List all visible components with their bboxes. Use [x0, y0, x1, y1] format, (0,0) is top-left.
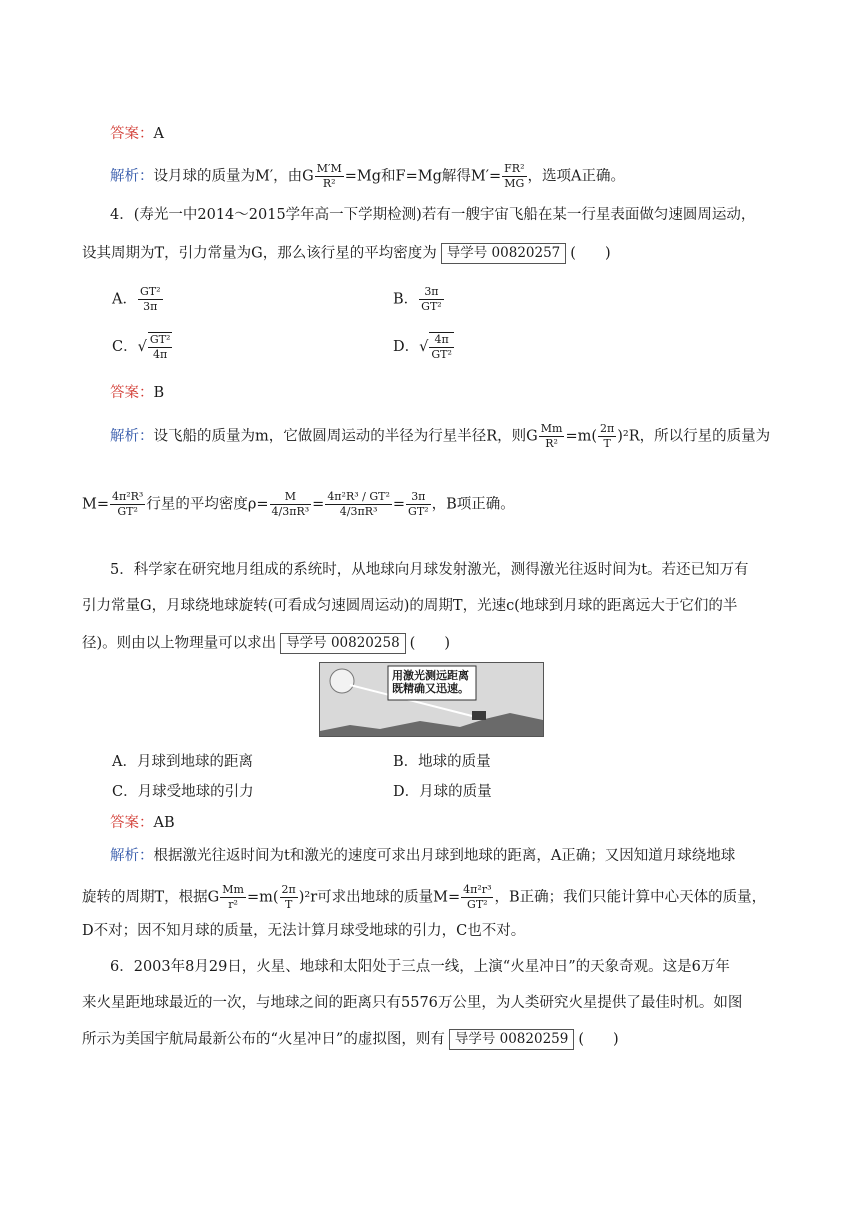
analysis-text: = — [312, 496, 325, 513]
fraction: $\frac{\text{FR²}}{MG}$ — [504, 162, 525, 190]
q4-stem-line1: 4．(寿光一中2014～2015学年高一下学期检测)若有一艘宇宙飞船在某一行星表面做匀速圆周运动， — [110, 207, 756, 223]
q3-analysis — [110, 162, 625, 191]
q5-option-b: B．地球的质量 — [393, 754, 491, 770]
sqrt-sign: √ — [419, 339, 429, 355]
analysis-text: )²R，所以行星的质量为 — [617, 428, 771, 445]
option-label: B． — [393, 291, 419, 308]
fraction: $\frac{\text{GT²}}{4\pi}$ — [149, 333, 171, 361]
laser-moon-illustration — [319, 662, 544, 737]
fraction: $\frac{2\pi}{T}$ — [600, 422, 615, 450]
q6-stem-line3 — [82, 1029, 619, 1050]
analysis-text: 根据激光往返时间为t和激光的速度可求出月球到地球的距离，A正确；又因知道月球绕地球 — [153, 848, 736, 864]
analysis-text: 设飞船的质量为m，它做圆周运动的半径为行星半径R，则G — [153, 428, 538, 445]
fraction: $\frac{\text{4π²r³}}{\text{GT²}}$ — [463, 883, 492, 911]
fraction: $\frac{\text{GT²}}{3\pi}$ — [139, 285, 161, 313]
answer-paren: ( ) — [578, 1031, 619, 1048]
stem-text: 设其周期为T，引力常量为G，那么该行星的平均密度为 — [82, 245, 437, 262]
analysis-text: 行星的平均密度ρ= — [146, 496, 269, 513]
q5-stem-line2: 引力常量G，月球绕地球旋转(可看成匀速圆周运动)的周期T，光速c(地球到月球的距离远大于它们的半 — [82, 598, 738, 614]
answer-value: AB — [153, 815, 175, 831]
answer-label: 答案： — [110, 126, 154, 142]
fraction: $\frac{M}{\text{4/3πR³}}$ — [271, 490, 310, 518]
fraction: $\frac{3\pi}{\text{GT²}}$ — [408, 490, 429, 518]
fraction: $\frac{3\pi}{\text{GT²}}$ — [421, 285, 442, 313]
q4-analysis-line1 — [110, 422, 770, 451]
answer-value: A — [153, 126, 164, 142]
answer-paren: ( ) — [570, 245, 611, 262]
q4-option-b — [393, 285, 445, 314]
daohao-box: 导学号 00820259 — [449, 1029, 575, 1050]
q4-answer — [110, 383, 164, 403]
analysis-text: )²r可求出地球的质量M= — [298, 889, 461, 906]
q3-answer — [110, 124, 164, 144]
speech-bubble-text: 用激光测远距离既精确又迅速。 — [392, 669, 469, 695]
analysis-label: 解析： — [110, 428, 154, 445]
analysis-text: ，B正确；我们只能计算中心天体的质量， — [494, 889, 767, 906]
stem-text: 径)。则由以上物理量可以求出 — [82, 635, 277, 652]
q5-analysis-line1 — [110, 846, 735, 866]
q4-analysis-line2 — [82, 490, 515, 519]
analysis-text: =m( — [246, 889, 279, 906]
q5-option-d: D．月球的质量 — [393, 784, 492, 800]
answer-value: B — [153, 385, 165, 401]
analysis-text: =Mg和F=Mg解得M′= — [344, 168, 502, 185]
q4-option-d — [393, 332, 455, 362]
analysis-text: ，B项正确。 — [431, 496, 515, 513]
q5-stem-line3 — [82, 633, 450, 654]
sqrt-sign: √ — [137, 339, 147, 355]
daohao-box: 导学号 00820258 — [280, 633, 406, 654]
q4-option-a — [112, 285, 164, 314]
stem-text: 所示为美国宇航局最新公布的“火星冲日”的虚拟图，则有 — [82, 1031, 445, 1048]
q5-stem-line1: 5．科学家在研究地月组成的系统时，从地球向月球发射激光，测得激光往返时间为t。若还已知万有 — [110, 562, 749, 578]
q6-stem-line1: 6．2003年8月29日，火星、地球和太阳处于三点一线，上演“火星冲日”的天象奇观。这是6万年 — [110, 959, 730, 975]
analysis-text: M= — [82, 496, 109, 513]
analysis-text: 设月球的质量为M′，由G — [153, 168, 314, 185]
q5-option-a: A．月球到地球的距离 — [112, 754, 253, 770]
fraction: $\frac{4\pi}{\text{GT²}}$ — [431, 333, 452, 361]
analysis-label: 解析： — [110, 168, 154, 185]
analysis-text: 旋转的周期T，根据G — [82, 889, 220, 906]
analysis-label: 解析： — [110, 848, 154, 864]
option-label: D． — [393, 339, 420, 355]
fraction: $\frac{\text{4π²R³}}{\text{GT²}}$ — [112, 490, 144, 518]
q4-option-c — [112, 332, 173, 362]
option-label: A． — [112, 291, 137, 308]
fraction: $\frac{2\pi}{T}$ — [281, 883, 296, 911]
q5-answer — [110, 813, 175, 833]
q5-option-c: C．月球受地球的引力 — [112, 784, 254, 800]
fraction: $\frac{Mm}{\text{r²}}$ — [222, 883, 244, 911]
answer-label: 答案： — [110, 815, 154, 831]
fraction: $\frac{Mm}{\text{R²}}$ — [540, 422, 563, 450]
q4-stem-line2 — [82, 243, 611, 264]
analysis-text: ，选项A正确。 — [527, 168, 625, 185]
option-label: C． — [112, 339, 138, 355]
analysis-text: =m( — [565, 428, 598, 445]
daohao-box: 导学号 00820257 — [441, 243, 567, 264]
fraction: $\frac{M'M}{\text{R²}}$ — [316, 162, 342, 190]
q5-analysis-line3: D不对；因不知月球的质量，无法计算月球受地球的引力，C也不对。 — [82, 923, 526, 939]
analysis-text: = — [392, 496, 406, 513]
answer-label: 答案： — [110, 385, 154, 401]
q6-stem-line2: 来火星距地球最近的一次，与地球之间的距离只有5576万公里，为人类研究火星提供了最佳时机。如图 — [82, 995, 743, 1011]
fraction: $\frac{\text{4π²R³ / GT²}}{\text{4/3πR³}}$ — [327, 490, 390, 518]
q5-analysis-line2 — [82, 883, 766, 912]
answer-paren: ( ) — [409, 635, 450, 652]
